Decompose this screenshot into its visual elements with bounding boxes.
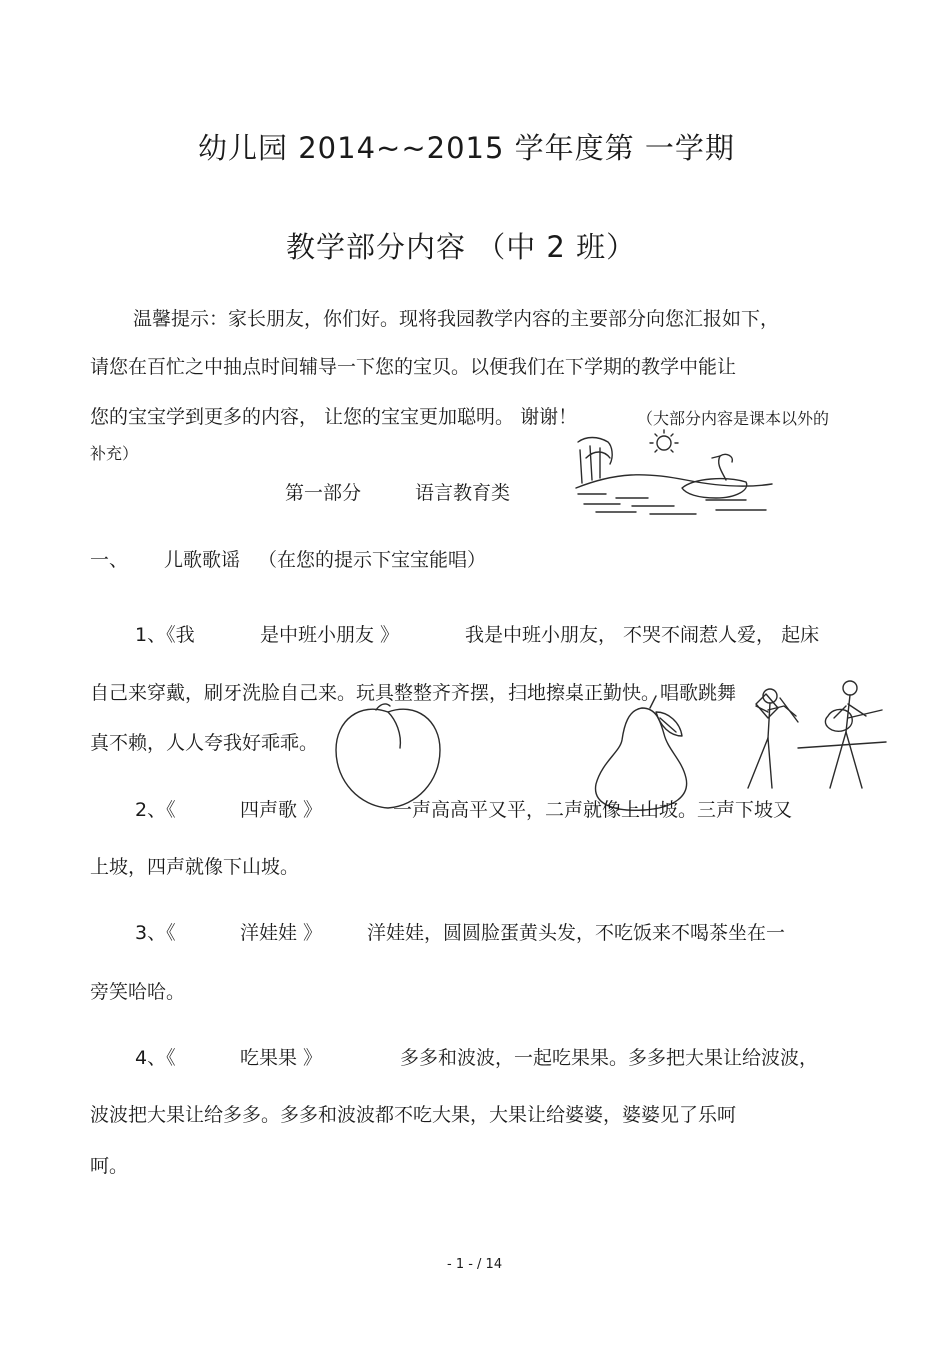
lake-swan-sketch (576, 428, 776, 520)
intro-note-b: 补充） (90, 444, 139, 463)
part-name: 语言教育类 (415, 482, 511, 504)
song-title: 洋娃娃 》 (240, 922, 323, 944)
song-text-line: 一声高高平又平，二声就像上山坡。三声下坡又 (393, 799, 793, 821)
page-number: - 1 - / 14 (447, 1257, 503, 1272)
song-text-line: 旁笑哈哈。 (90, 981, 186, 1003)
intro-line-1: 温馨提示：家长朋友，你们好。现将我园教学内容的主要部分向您汇报如下， (133, 308, 780, 330)
pear-sketch (590, 692, 700, 814)
section-note: （在您的提示下宝宝能唱） (258, 549, 487, 571)
song-text-line: 呵。 (90, 1155, 129, 1177)
song-text-line: 我是中班小朋友， 不哭不闹惹人爱， 起床 (465, 624, 820, 646)
page-title: 幼儿园 2014~~2015 学年度第 一学期 (198, 131, 735, 165)
part-number: 第一部分 (285, 482, 362, 504)
song-title: 四声歌 》 (240, 799, 323, 821)
song-text-line: 自己来穿戴，刷牙洗脸自己来。玩具整整齐齐摆，扫地擦桌正勤快。唱歌跳舞 (90, 682, 737, 704)
musicians-sketch (738, 676, 888, 794)
song-text-line: 多多和波波，一起吃果果。多多把大果让给波波， (400, 1047, 819, 1069)
song-title: 吃果果 》 (240, 1047, 323, 1069)
intro-note-a: （大部分内容是课本以外的 (637, 409, 830, 428)
song-number: 1、《我 (135, 624, 195, 646)
song-text-line: 洋娃娃，圆圆脸蛋黄头发，不吃饭来不喝茶坐在一 (367, 922, 786, 944)
song-number: 4、《 (135, 1047, 176, 1069)
song-number: 2、《 (135, 799, 176, 821)
intro-line-2: 请您在百忙之中抽点时间辅导一下您的宝贝。以便我们在下学期的教学中能让 (90, 356, 737, 378)
song-number: 3、《 (135, 922, 176, 944)
song-text-line: 上坡，四声就像下山坡。 (90, 856, 300, 878)
intro-line-3: 您的宝宝学到更多的内容， 让您的宝宝更加聪明。 谢谢！ (90, 406, 578, 428)
peach-sketch (330, 700, 446, 812)
section-title: 儿歌歌谣 (164, 549, 241, 571)
song-text-line: 波波把大果让给多多。多多和波波都不吃大果，大果让给婆婆，婆婆见了乐呵 (90, 1104, 737, 1126)
song-title: 是中班小朋友 》 (260, 624, 400, 646)
page-subtitle: 教学部分内容 （中 2 班） (286, 230, 637, 264)
song-text-line: 真不赖，人人夸我好乖乖。 (90, 732, 319, 754)
section-number: 一、 (90, 549, 129, 571)
